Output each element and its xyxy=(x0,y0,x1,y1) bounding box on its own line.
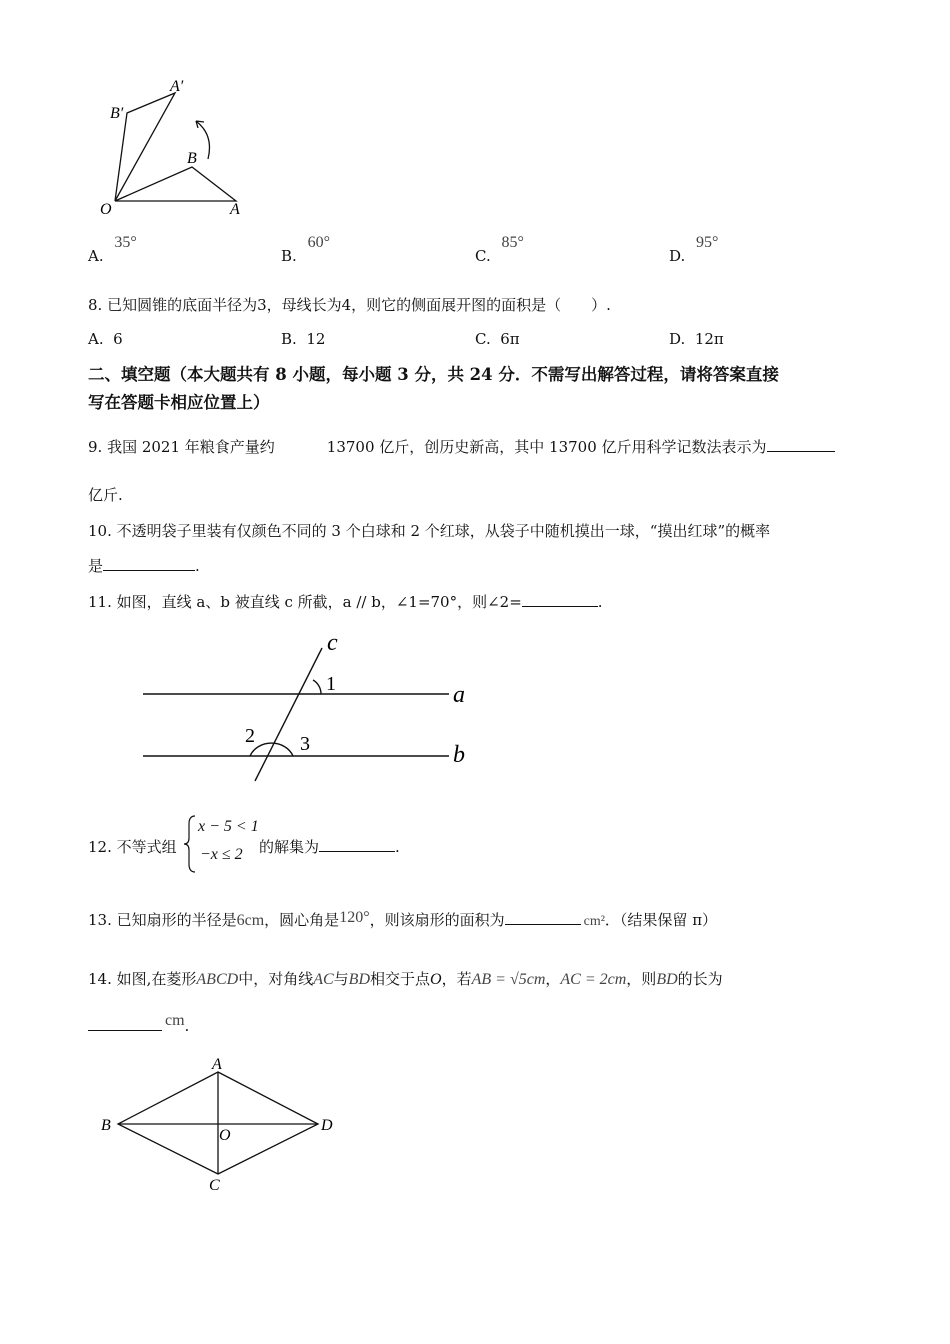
q7-option-d: D. 95° xyxy=(669,234,719,265)
q8-option-b: B. 12 xyxy=(281,330,326,348)
q12-inequality-1: x − 5 < 1 xyxy=(198,818,259,835)
q7-option-a: A. 35° xyxy=(88,234,137,265)
line-c xyxy=(255,648,322,781)
q12-inequality-2: −x ≤ 2 xyxy=(200,846,243,863)
label-b-line: b xyxy=(453,742,465,768)
q14-figure xyxy=(95,1052,345,1197)
label-o: O xyxy=(100,201,112,218)
q10-line1: 10. 不透明袋子里装有仅颜色不同的 3 个白球和 2 个红球，从袋子中随机摸出一球，“摸出红球”的概率 xyxy=(88,522,771,540)
q9-text: 9. 我国 2021 年粮食产量约 13700 亿斤，创历史新高，其中 13700 亿斤用科学记数法表示为 xyxy=(88,437,835,457)
q7-option-c: C. 85° xyxy=(475,234,524,265)
section-2-heading-line2: 写在答题卡相应位置上） xyxy=(88,393,270,412)
q12-answer-blank[interactable] xyxy=(319,837,395,852)
label-a-line: a xyxy=(453,682,465,708)
q14-answer-blank[interactable] xyxy=(88,1016,162,1031)
q7-figure xyxy=(90,75,260,225)
label-a-prime: A′ xyxy=(170,78,184,95)
q14-text: 14. 如图,在菱形ABCD中，对角线AC与BD相交于点O，若AB = √5cm，AC = 2cm，则BD的长为 xyxy=(88,970,723,988)
q7-option-b: B. 60° xyxy=(281,234,330,265)
q12-suffix: 的解集为 . xyxy=(259,838,400,856)
q11-figure xyxy=(135,630,495,785)
q10-answer-blank[interactable] xyxy=(103,556,195,571)
label-b-prime: B′ xyxy=(110,105,124,122)
label-a-vertex: A xyxy=(212,1056,222,1073)
q14-line2: cm. xyxy=(88,1016,189,1037)
q12-prefix: 12. 不等式组 xyxy=(88,838,177,856)
label-c-vertex: C xyxy=(209,1177,220,1194)
q8-option-d: D. 12π xyxy=(669,330,724,348)
label-d-vertex: D xyxy=(321,1117,333,1134)
label-o-center: O xyxy=(219,1127,231,1144)
q11-answer-blank[interactable] xyxy=(522,592,598,607)
q12-brace xyxy=(183,814,197,874)
q8-option-c: C. 6π xyxy=(475,330,520,348)
label-b: B xyxy=(187,150,197,167)
q8-option-a: A. 6 xyxy=(88,330,123,348)
label-3: 3 xyxy=(300,733,310,755)
label-1: 1 xyxy=(326,673,336,695)
label-c: c xyxy=(327,630,338,656)
triangle-oa-b-prime xyxy=(115,93,175,201)
q9-answer-blank[interactable] xyxy=(767,437,835,452)
angle-1-arc xyxy=(313,680,321,694)
q9-line2: 亿斤. xyxy=(88,486,123,504)
section-2-heading-line1: 二、填空题（本大题共有 8 小题，每小题 3 分，共 24 分．不需写出解答过程，请将答案直接 xyxy=(88,365,779,384)
label-b-vertex: B xyxy=(101,1117,111,1134)
triangle-oab xyxy=(115,167,236,201)
q8-text: 8. 已知圆锥的底面半径为3，母线长为4，则它的侧面展开图的面积是（ ）. xyxy=(88,296,611,314)
q13-text: 13. 已知扇形的半径是6cm，圆心角是120°，则该扇形的面积为 cm²．（结果保留 π） xyxy=(88,909,718,929)
q11-text: 11. 如图，直线 a、b 被直线 c 所截，a // b，∠1=70°，则∠2= . xyxy=(88,593,603,611)
q10-line2: 是 . xyxy=(88,557,200,575)
label-2: 2 xyxy=(245,725,255,747)
label-a: A xyxy=(230,201,240,218)
q13-answer-blank[interactable] xyxy=(505,910,581,925)
